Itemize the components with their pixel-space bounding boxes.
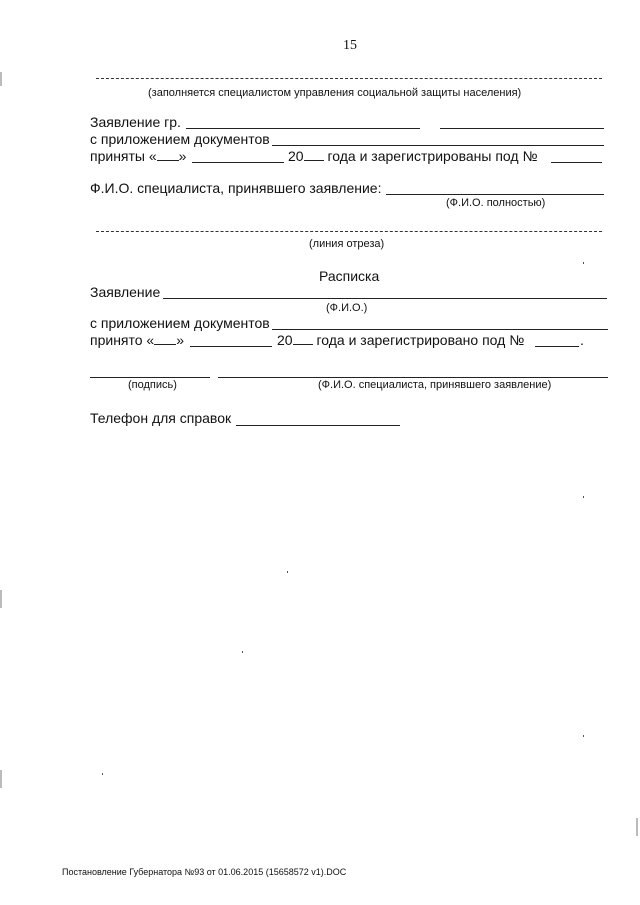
phone-label: Телефон для справок [90, 410, 232, 426]
scan-edge-mark [636, 818, 638, 836]
specialist-section-note: (заполняется специалистом управления социальной защиты населения) [148, 87, 522, 99]
month-field[interactable] [192, 162, 284, 163]
year-text [288, 148, 537, 164]
scan-speck [102, 773, 103, 775]
documents-field[interactable] [272, 145, 604, 146]
receipt-year-text [277, 332, 524, 348]
registered-label: года и зарегистрированы под № [327, 148, 538, 164]
receipt-registered-label: года и зарегистрировано под № [316, 332, 525, 348]
specialist-name-hint: (Ф.И.О. полностью) [446, 197, 546, 209]
documents-label: с приложением документов [90, 131, 270, 147]
accepted-prefix: приняты « [90, 148, 157, 164]
application-label: Заявление гр. [90, 114, 181, 130]
accepted-day-line [90, 148, 186, 164]
scan-speck [583, 262, 584, 264]
application-name-field[interactable] [186, 128, 420, 129]
scan-edge-mark [0, 770, 2, 788]
top-separator-line [96, 78, 602, 79]
scan-speck [242, 651, 243, 653]
receipt-year-field[interactable] [293, 332, 313, 345]
receipt-application-label: Заявление [90, 284, 161, 300]
scan-edge-mark [0, 72, 2, 86]
receipt-end-dot: . [580, 332, 584, 348]
specialist-name-field[interactable] [386, 194, 604, 195]
receipt-year-prefix: 20 [277, 332, 293, 348]
cut-line [96, 231, 602, 232]
scan-edge-mark [0, 590, 2, 608]
registration-number-field[interactable] [551, 162, 602, 163]
specialist-label: Ф.И.О. специалиста, принявшего заявление: [90, 180, 382, 196]
receipt-specialist-field[interactable] [218, 377, 608, 378]
receipt-documents-field[interactable] [272, 329, 608, 330]
phone-field[interactable] [236, 425, 400, 426]
scan-speck [583, 735, 584, 737]
receipt-specialist-hint: (Ф.И.О. специалиста, принявшего заявление) [318, 379, 552, 391]
receipt-fio-hint: (Ф.И.О.) [326, 302, 368, 314]
receipt-accepted-mid: » [176, 332, 185, 348]
receipt-title: Расписка [319, 268, 380, 284]
signature-hint: (подпись) [128, 379, 177, 391]
scan-speck [583, 496, 584, 498]
receipt-month-field[interactable] [190, 346, 272, 347]
accepted-mid: » [178, 148, 187, 164]
cut-line-label: (линия отреза) [309, 238, 385, 250]
receipt-documents-label: с приложением документов [90, 315, 270, 331]
scan-speck [287, 571, 288, 573]
year-prefix: 20 [288, 148, 304, 164]
receipt-day-field[interactable] [154, 332, 176, 345]
signature-field[interactable] [90, 377, 210, 378]
receipt-accepted-day-line [90, 332, 184, 348]
application-name-field-extra[interactable] [440, 128, 604, 129]
year-field[interactable] [304, 148, 324, 161]
receipt-registration-number-field[interactable] [535, 346, 579, 347]
footer-document-reference: Постановление Губернатора №93 от 01.06.2015 (15658572 v1).DOC [62, 867, 347, 877]
page-number: 15 [343, 38, 357, 53]
receipt-accepted-prefix: принято « [90, 332, 155, 348]
day-field[interactable] [157, 148, 179, 161]
receipt-name-field[interactable] [163, 298, 607, 299]
